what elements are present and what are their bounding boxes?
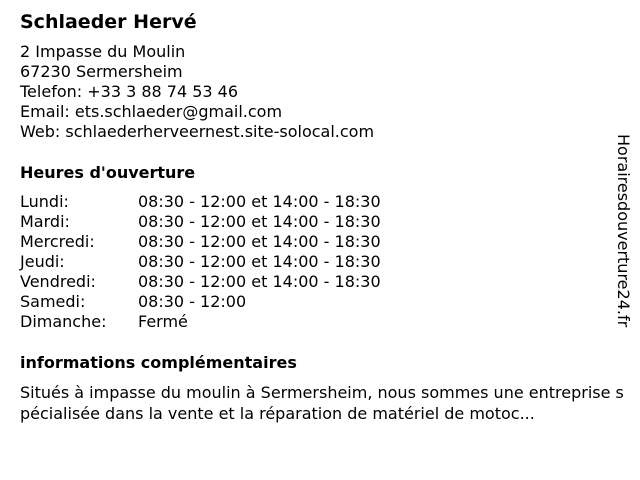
hours-time: 08:30 - 12:00 et 14:00 - 18:30 [138,272,381,291]
hours-day: Samedi: [20,292,86,311]
hours-day: Mardi: [20,212,70,231]
info-heading: informations complémentaires [20,353,297,372]
address-line-1: 2 Impasse du Moulin [20,42,186,61]
hours-day: Mercredi: [20,232,95,251]
hours-heading: Heures d'ouverture [20,163,196,182]
hours-day: Lundi: [20,192,69,211]
phone-number: Telefon: +33 3 88 74 53 46 [20,82,239,101]
hours-time: 08:30 - 12:00 et 14:00 - 18:30 [138,252,381,271]
hours-row-saturday [20,292,615,312]
hours-time: 08:30 - 12:00 et 14:00 - 18:30 [138,212,381,231]
hours-time: 08:30 - 12:00 et 14:00 - 18:30 [138,232,381,251]
hours-time: 08:30 - 12:00 et 14:00 - 18:30 [138,192,381,211]
hours-row-wednesday [20,232,615,252]
info-description: Situés à impasse du moulin à Sermersheim, nous sommes une entreprise spécialisée dans la vente et la réparation de matériel de motoc... [20,383,624,423]
email-address: Email: ets.schlaeder@gmail.com [20,102,283,121]
hours-row-thursday [20,252,615,272]
business-name: Schlaeder Hervé [20,11,197,33]
hours-day: Vendredi: [20,272,96,291]
hours-time: Fermé [138,312,188,331]
site-watermark: Horairesdouverture24.fr [614,134,633,328]
hours-row-tuesday [20,212,615,232]
hours-table [20,192,615,332]
address-line-2: 67230 Sermersheim [20,62,183,81]
website: Web: schlaederherveernest.site-solocal.com [20,122,375,141]
hours-row-friday [20,272,615,292]
hours-row-sunday [20,312,615,332]
hours-day: Jeudi: [20,252,65,271]
hours-time: 08:30 - 12:00 [138,292,247,311]
hours-row-monday [20,192,615,212]
hours-day: Dimanche: [20,312,107,331]
